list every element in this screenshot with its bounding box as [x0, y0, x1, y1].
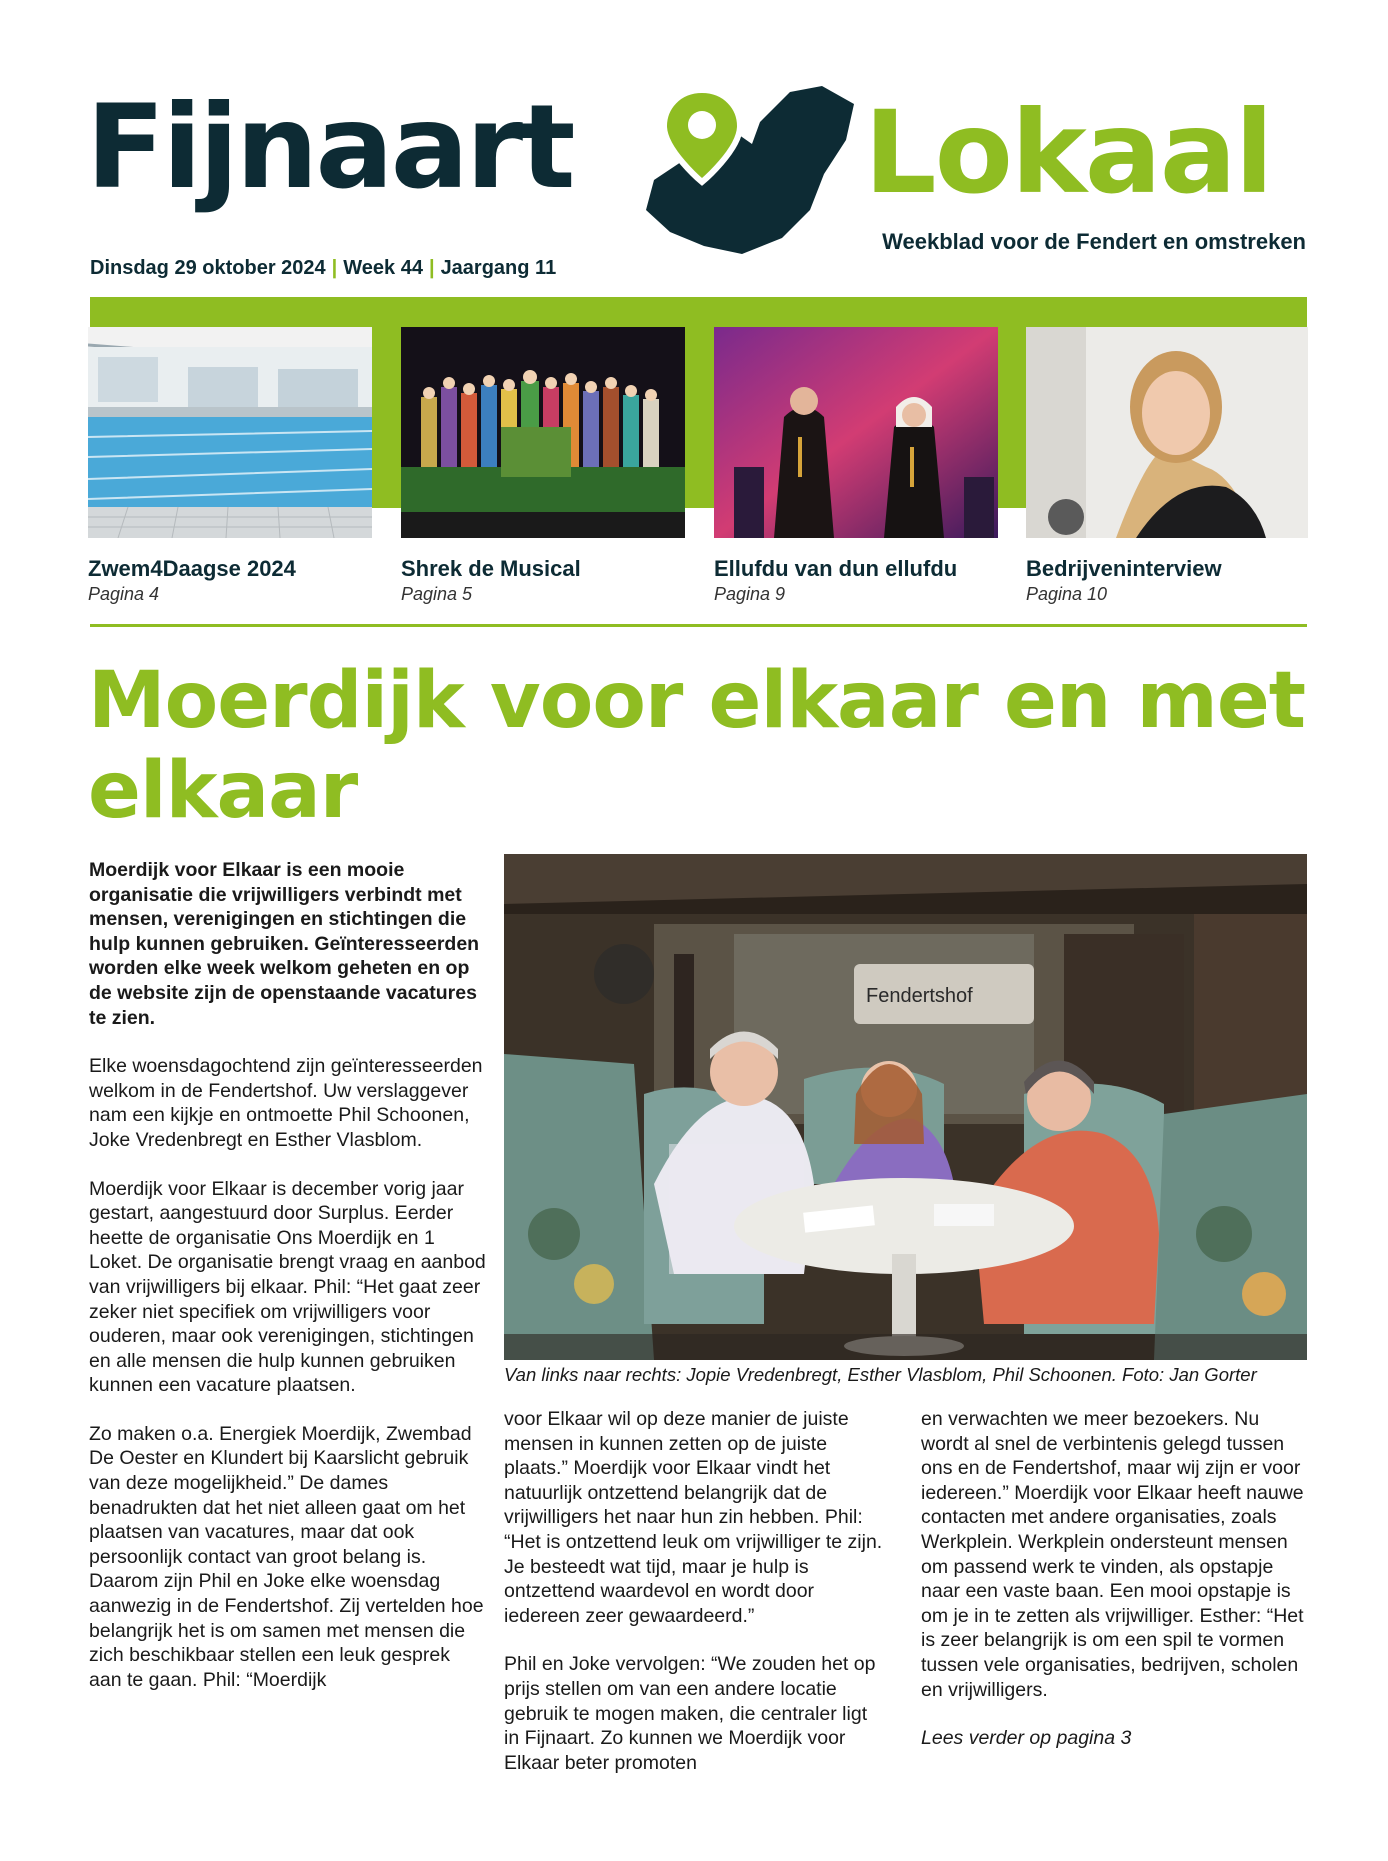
dateline-separator: | — [428, 257, 435, 279]
article-paragraph: Elke woensdagochtend zijn geïnteresseerden welkom in de Fendertshof. Uw verslaggever nam een kijkje en ontmoette Phil Schoonen, Joke Vredenbregt en Esther Vlasblom. — [89, 1055, 483, 1151]
article-headline: Moerdijk voor elkaar en met elkaar — [88, 656, 1306, 836]
section-divider — [90, 624, 1307, 627]
article-paragraph: Moerdijk voor Elkaar is december vorig jaar gestart, aangestuurd door Surplus. Eerder heette de organisatie Ons Moerdijk en 1 Loket. De organisatie brengt vraag en aanbod van vrijwilligers bij elkaar. Phil: “Het gaat zeer zeker niet specifiek om vrijwilligers voor ouderen, maar ook verenigingen, stichtingen en alle mensen die hulp kunnen gebruiken kunnen een vacature plaatsen. — [89, 1177, 486, 1397]
teaser-title[interactable]: Bedrijveninterview — [1026, 556, 1222, 581]
article-paragraph: Phil en Joke vervolgen: “We zouden het op prijs stellen om van een andere locatie gebruik te mogen maken, die centraler ligt in Fijnaart. Zo kunnen we Moerdijk voor Elkaar beter promoten — [504, 1653, 876, 1774]
continued-link[interactable]: Lees verder op pagina 3 — [921, 1727, 1132, 1750]
article-paragraph: Zo maken o.a. Energiek Moerdijk, Zwembad De Oester en Klundert bij Kaarslicht gebruik van deze mogelijkheid.” De dames benadrukten dat het niet alleen gaat om het plaatsen van vacatures, maar dat ook persoonlijk contact van groot belang is. Daarom zijn Phil en Joke elke woensdag aanwezig in de Fendertshof. Zij vertelden hoe belangrijk het is om samen met mensen die zich beschikbaar stellen een leuk gesprek aan te gaan. Phil: “Moerdijk — [89, 1422, 484, 1691]
tagline: Weekblad voor de Fendert en omstreken — [882, 229, 1306, 254]
teaser-title[interactable]: Zwem4Daagse 2024 — [88, 556, 296, 581]
map-location-logo-icon — [640, 82, 860, 258]
issue-volume: Jaargang 11 — [440, 257, 557, 279]
brand-name-left: Fijnaart — [86, 80, 573, 215]
teaser-image-portrait[interactable] — [1026, 327, 1308, 538]
dateline — [90, 257, 556, 280]
teaser-title[interactable]: Shrek de Musical — [401, 556, 581, 581]
teaser-title[interactable]: Ellufdu van dun ellufdu — [714, 556, 958, 581]
teaser-image-swimming-pool[interactable] — [88, 327, 372, 538]
article-paragraph: en verwachten we meer bezoekers. Nu wordt al snel de verbintenis gelegd tussen ons en de Fendertshof, maar wij zijn er voor iedereen.” Moerdijk voor Elkaar heeft nauwe contacten met andere organisaties, zoals Werkplein. Werkplein ondersteunt mensen om passend werk te vinden, als opstapje naar een vaste baan. Een mooi opstapje is om je in te zetten als vrijwilliger. Esther: “Het is zeer belangrijk is om een spil te vormen tussen vele organisaties, bedrijven, scholen en vrijwilligers. — [921, 1408, 1304, 1701]
article-column-3 — [921, 1407, 1307, 1775]
photo-caption: Van links naar rechts: Jopie Vredenbregt, Esther Vlasblom, Phil Schoonen. Foto: Jan Gorter — [504, 1364, 1257, 1385]
teaser-page: Pagina 4 — [88, 584, 160, 604]
article-paragraph: voor Elkaar wil op deze manier de juiste mensen in kunnen zetten op de juiste plaats.” Moerdijk voor Elkaar vindt het natuurlijk ontzettend belangrijk dat de vrijwilligers het naar hun zin hebben. Phil: “Het is ontzettend leuk om vrijwilliger te zijn. Je besteedt wat tijd, maar je hulp is ontzettend waardevol en wordt door iedereen zeer gewaardeerd.” — [504, 1408, 883, 1627]
article-photo — [504, 854, 1307, 1360]
brand-name-right: Lokaal — [864, 86, 1272, 219]
teaser-page: Pagina 9 — [714, 584, 786, 604]
article-column-2 — [504, 1407, 884, 1799]
teaser-page: Pagina 10 — [1026, 584, 1108, 604]
teaser-image-carnival[interactable] — [714, 327, 998, 538]
issue-week: Week 44 — [343, 257, 423, 279]
photo-sign-text: Fendertshof — [866, 985, 973, 1007]
issue-date: Dinsdag 29 oktober 2024 — [90, 257, 326, 279]
teaser-page: Pagina 5 — [401, 584, 473, 604]
teaser-image-musical[interactable] — [401, 327, 685, 538]
article-column-1 — [89, 858, 487, 1716]
dateline-separator: | — [331, 257, 338, 279]
article-lead: Moerdijk voor Elkaar is een mooie organisatie die vrijwilligers verbindt met mensen, verenigingen en stichtingen die hulp kunnen gebruiken. Geïnteresseerden worden elke week welkom geheten en op de website zijn de openstaande vacatures te zien. — [89, 859, 480, 1029]
